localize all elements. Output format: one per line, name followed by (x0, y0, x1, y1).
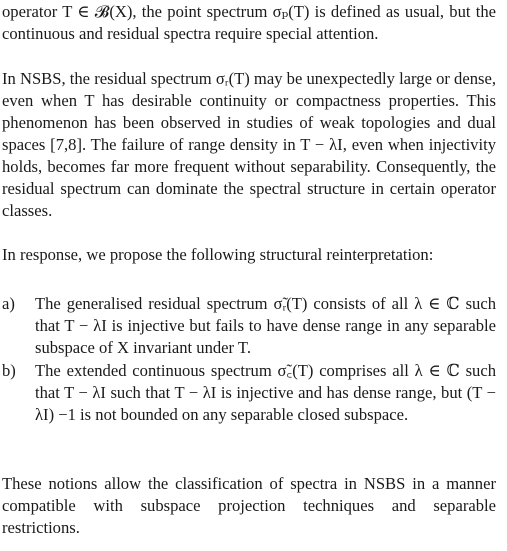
paragraph-residual-spectrum: In NSBS, the residual spectrum σᵣ(T) may be unexpectedly large or dense, even when T has desirable continuity or compactness properties. This phenomenon has been observed in studies of weak topologies and dual spaces [7,8]. The failure of range density in T − λI, even when injectivity holds, becomes far more frequent without separability. Consequently, the residual spectrum can dominate the spectral structure in certain operator classes. (2, 69, 496, 220)
list-item (2, 360, 496, 426)
list-marker: a) (2, 294, 15, 313)
paragraph-conclusion: These notions allow the classification of spectra in NSBS in a manner compatible with subspace projection techniques and separable restrictions. (2, 474, 496, 537)
list-item-text: The generalised residual spectrum σ̃ᵣ(T) consists of all λ ∈ ℂ such that T − λI is injective but fails to have dense range in any separable subspace of X invariant under T. (35, 294, 496, 357)
list-item-text: The extended continuous spectrum σ̃꜀(T) comprises all λ ∈ ℂ such that T − λI such that T − λI is injective and has dense range, but (T − λI) −1 is not bounded on any separable closed subspace. (35, 361, 496, 424)
paragraph-reinterpretation-intro: In response, we propose the following structural reinterpretation: (2, 245, 434, 264)
list-item (2, 293, 496, 359)
list-marker: b) (2, 361, 16, 380)
reinterpretation-list (2, 293, 496, 426)
paragraph-spectrum-definition: operator T ∈ 𝓑(X), the point spectrum σₚ(T) is defined as usual, but the continuous and residual spectra require special attention. (2, 2, 496, 43)
